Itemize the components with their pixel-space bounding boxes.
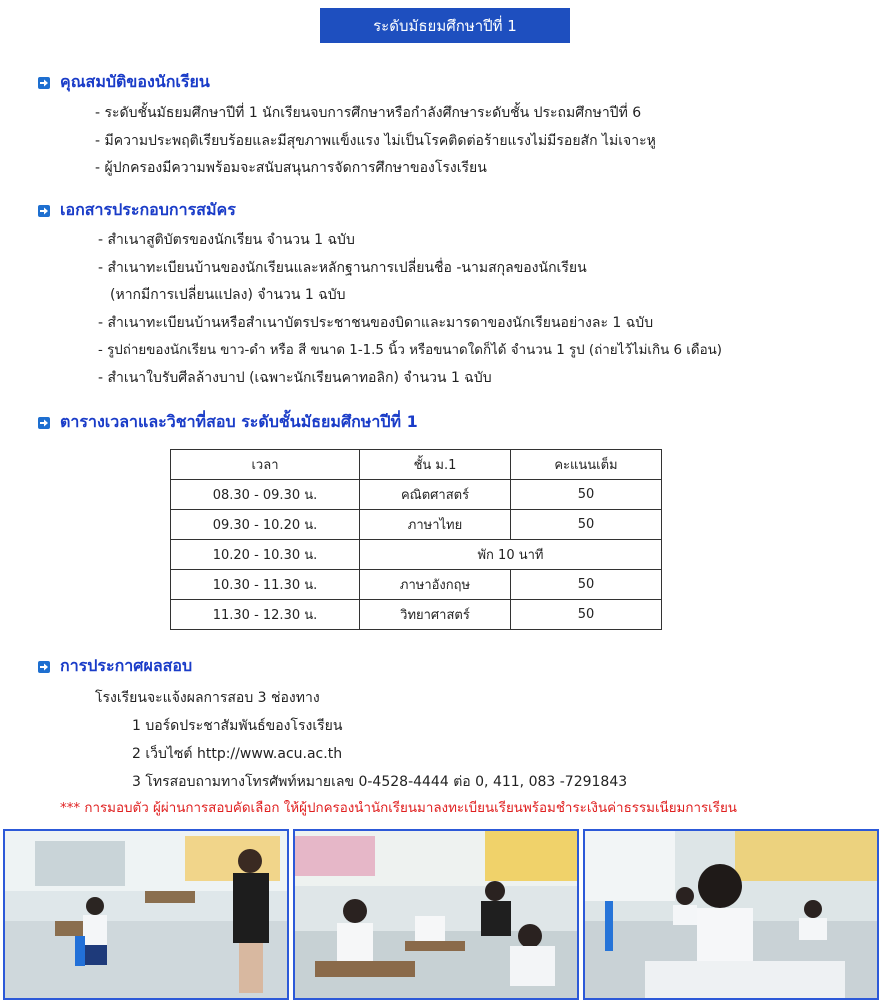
document-item: - สำเนาทะเบียนบ้านของนักเรียนและหลักฐานการเปลี่ยนชื่อ -นามสกุลของนักเรียน <box>98 260 587 276</box>
arrow-right-icon <box>38 661 50 673</box>
qualification-item: - ระดับชั้นมัธยมศึกษาปีที่ 1 นักเรียนจบการศึกษาหรือกำลังศึกษาระดับชั้น ประถมศึกษาปีที่ 6 <box>95 105 642 121</box>
header-cell-score: คะแนนเต็ม <box>511 450 662 480</box>
time-cell: 08.30 - 09.30 น. <box>171 480 360 510</box>
arrow-right-icon <box>38 205 50 217</box>
arrow-right-icon <box>38 77 50 89</box>
document-item: - สำเนาใบรับศีลล้างบาป (เฉพาะนักเรียนคาทอลิก) จำนวน 1 ฉบับ <box>98 370 492 386</box>
arrow-right-icon <box>38 417 50 429</box>
table-header-row <box>171 450 662 480</box>
qualification-item: - มีความประพฤติเรียบร้อยและมีสุขภาพแข็งแรง ไม่เป็นโรคติดต่อร้ายแรงไม่มีรอยสัก ไม่เจาะหู <box>95 133 656 149</box>
document-item: - สำเนาทะเบียนบ้านหรือสำเนาบัตรประชาชนของบิดาและมารดาของนักเรียนอย่างละ 1 ฉบับ <box>98 315 654 331</box>
subject-cell: ภาษาอังกฤษ <box>360 570 511 600</box>
score-cell: 50 <box>511 570 662 600</box>
time-cell: 10.30 - 11.30 น. <box>171 570 360 600</box>
score-cell: 50 <box>511 510 662 540</box>
table-row <box>171 480 662 510</box>
results-channel: 1 บอร์ดประชาสัมพันธ์ของโรงเรียน <box>132 718 343 734</box>
section-heading-schedule <box>38 410 418 435</box>
table-row <box>171 600 662 630</box>
header-cell-class: ชั้น ม.1 <box>360 450 511 480</box>
page-title: ระดับมัธยมศึกษาปีที่ 1 <box>320 8 570 43</box>
subject-cell: คณิตศาสตร์ <box>360 480 511 510</box>
break-cell: พัก 10 นาที <box>360 540 662 570</box>
table-row-break <box>171 540 662 570</box>
subject-cell: ภาษาไทย <box>360 510 511 540</box>
heading-text: การประกาศผลสอบ <box>60 656 193 675</box>
exam-photo-1 <box>3 829 289 1000</box>
header-cell-time: เวลา <box>171 450 360 480</box>
section-heading-qualifications <box>38 70 210 95</box>
results-intro: โรงเรียนจะแจ้งผลการสอบ 3 ช่องทาง <box>95 690 320 706</box>
score-cell: 50 <box>511 600 662 630</box>
exam-photo-3 <box>583 829 879 1000</box>
time-cell: 10.20 - 10.30 น. <box>171 540 360 570</box>
results-channel: 3 โทรสอบถามทางโทรศัพท์หมายเลข 0-4528-4444 ต่อ 0, 411, 083 -7291843 <box>132 774 628 790</box>
document-item: - สำเนาสูติบัตรของนักเรียน จำนวน 1 ฉบับ <box>98 232 355 248</box>
exam-photo-2 <box>293 829 579 1000</box>
section-heading-results <box>38 654 192 679</box>
time-cell: 11.30 - 12.30 น. <box>171 600 360 630</box>
qualification-item: - ผู้ปกครองมีความพร้อมจะสนับสนุนการจัดการศึกษาของโรงเรียน <box>95 160 487 176</box>
section-heading-documents <box>38 198 236 223</box>
table-row <box>171 570 662 600</box>
results-channel-website[interactable]: 2 เว็บไซต์ http://www.acu.ac.th <box>132 746 343 762</box>
heading-text: คุณสมบัติของนักเรียน <box>60 72 210 91</box>
photo-gallery <box>0 829 882 1000</box>
heading-text: เอกสารประกอบการสมัคร <box>60 200 236 219</box>
subject-cell: วิทยาศาสตร์ <box>360 600 511 630</box>
exam-schedule-table <box>170 449 662 630</box>
table-row <box>171 510 662 540</box>
registration-notice: *** การมอบตัว ผู้ผ่านการสอบคัดเลือก ให้ผู้ปกครองนำนักเรียนมาลงทะเบียนเรียนพร้อมชำระเงินค่าธรรมเนียมการเรียน <box>60 801 737 816</box>
heading-text: ตารางเวลาและวิชาที่สอบ ระดับชั้นมัธยมศึกษาปีที่ 1 <box>60 412 418 431</box>
document-item: - รูปถ่ายของนักเรียน ขาว-ดำ หรือ สี ขนาด 1-1.5 นิ้ว หรือขนาดใดก็ได้ จำนวน 1 รูป (ถ่ายไว้ไม่เกิน 6 เดือน) <box>98 343 722 358</box>
time-cell: 09.30 - 10.20 น. <box>171 510 360 540</box>
document-item: (หากมีการเปลี่ยนแปลง) จำนวน 1 ฉบับ <box>110 287 346 303</box>
score-cell: 50 <box>511 480 662 510</box>
